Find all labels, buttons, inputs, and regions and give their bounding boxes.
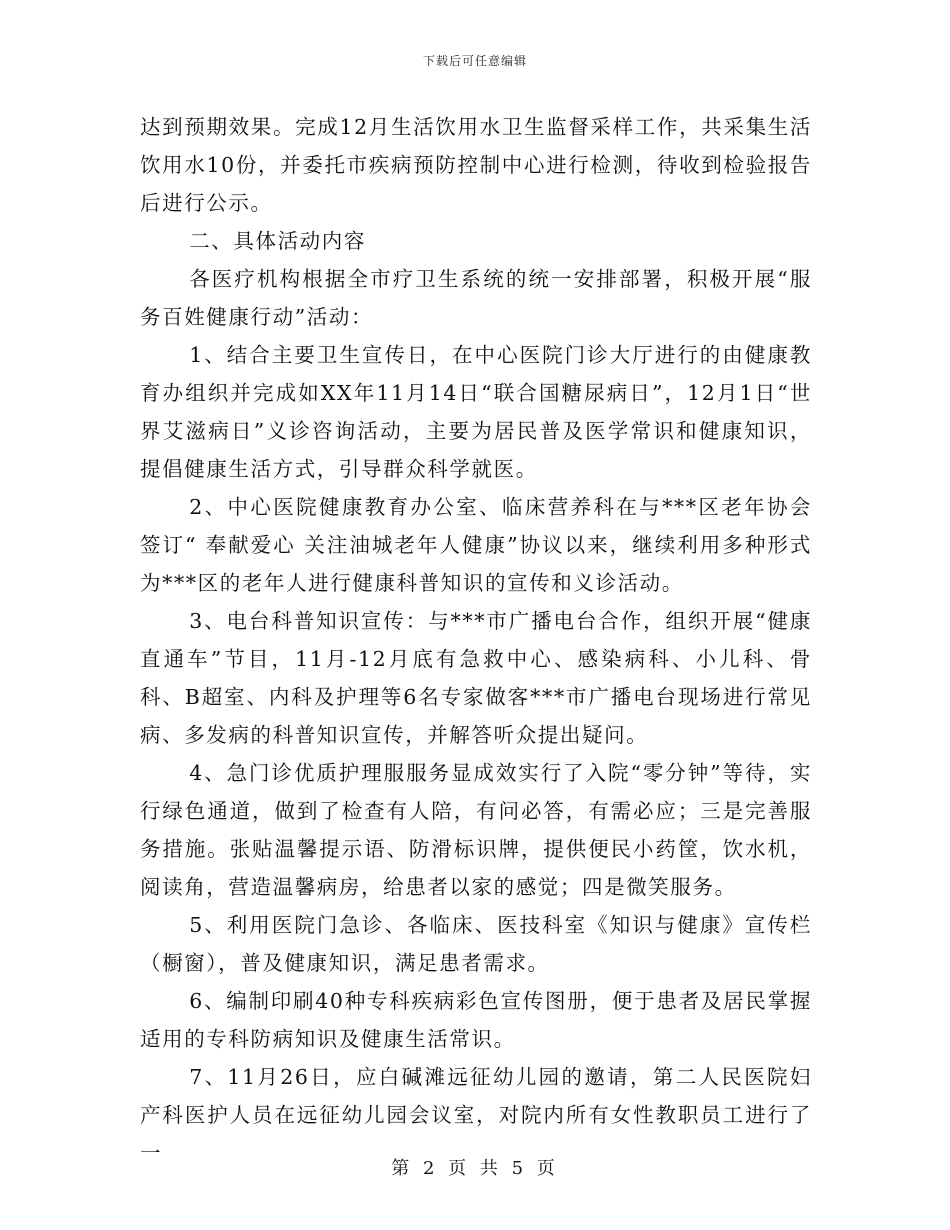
page-header: 下载后可任意编辑 xyxy=(422,54,527,68)
list-item: 1、结合主要卫生宣传日，在中心医院门诊大厅进行的由健康教育办组织并完成如XX年11月14日“联合国糖尿病日”，12月1日“世界艾滋病日”义诊咨询活动，主要为居民普及医学常识和健康知识，提倡健康生活方式，引导群众科学就医。 xyxy=(140,343,812,481)
list-item: 2、中心医院健康教育办公室、临床营养科在与***区老年协会签订“ 奉献爱心 关注油城老年人健康”协议以来，继续利用多种形式为***区的老年人进行健康科普知识的宣传和义诊活动。 xyxy=(140,495,812,595)
paragraph: 各医疗机构根据全市疗卫生系统的统一安排部署，积极开展“服务百姓健康行动”活动： xyxy=(140,267,812,329)
list-item: 3、电台科普知识宣传：与***市广播电台合作，组织开展“健康直通车”节目，11月-12月底有急救中心、感染病科、小儿科、骨科、B超室、内科及护理等6名专家做客***市广播电台现场进行常见病、多发病的科普知识宣传，并解答听众提出疑问。 xyxy=(140,609,812,747)
list-item: 6、编制印刷40种专科疾病彩色宣传图册，便于患者及居民掌握适用的专科防病知识及健康生活常识。 xyxy=(140,989,812,1051)
list-item: 4、急门诊优质护理服服务显成效实行了入院“零分钟”等待，实行绿色通道，做到了检查有人陪，有问必答，有需必应；三是完善服务措施。张贴温馨提示语、防滑标识牌，提供便民小药筐，饮水机，阅读角，营造温馨病房，给患者以家的感觉；四是微笑服务。 xyxy=(140,761,812,899)
list-item: 7、11月26日，应白碱滩远征幼儿园的邀请，第二人民医院妇产科医护人员在远征幼儿园会议室，对院内所有女性教职员工进行了一 xyxy=(140,1065,812,1165)
document-body xyxy=(140,108,812,1172)
page-number: 第 2 页 共 5 页 xyxy=(391,1158,559,1179)
paragraph: 达到预期效果。完成12月生活饮用水卫生监督采样工作，共采集生活饮用水10份，并委托市疾病预防控制中心进行检测，待收到检验报告后进行公示。 xyxy=(140,115,812,215)
list-item: 5、利用医院门急诊、各临床、医技科室《知识与健康》宣传栏（橱窗），普及健康知识，满足患者需求。 xyxy=(140,913,812,975)
section-heading: 二、具体活动内容 xyxy=(189,229,366,253)
